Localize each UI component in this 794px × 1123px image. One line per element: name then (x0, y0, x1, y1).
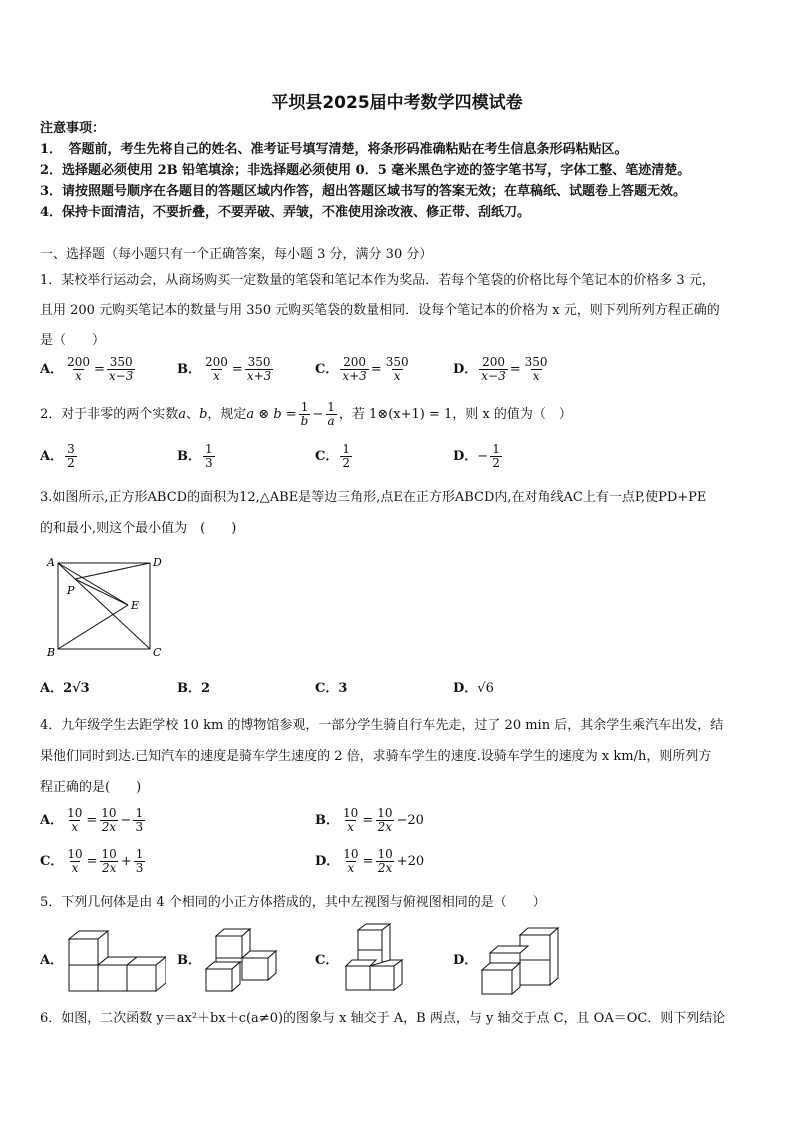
q3-option-a: A．2√3 (40, 681, 90, 696)
q4-line: 果他们同时到达.已知汽车的速度是骑车学生速度的 2 倍，求骑车学生的速度.设骑车学生的速度为 x km/h，则所列方 (40, 749, 712, 764)
q2-option-b: B． $\frac{1}{3}$ (177, 442, 213, 470)
q3-option-c: C．3 (315, 681, 348, 696)
q4-option-d: D． $\frac{10}{x}$ = $\frac{10}{2x}$ + 20 (315, 847, 425, 875)
vertex-label-c: C (153, 646, 162, 659)
q2-option-d: D． − $\frac{1}{2}$ (453, 442, 500, 470)
q3-option-b: B．2 (177, 681, 211, 696)
vertex-label-a: A (47, 556, 55, 569)
q2-option-c: C． $\frac{1}{2}$ (315, 442, 350, 470)
q4-option-b: B． $\frac{10}{x}$ = $\frac{10}{2x}$ − 20 (315, 806, 424, 834)
q5-option-c-label: C． (315, 953, 339, 968)
q5-cubes-figure-c (344, 922, 404, 994)
q3-line: 的和最小,则这个最小值为 ( ) (40, 521, 237, 536)
notice-heading: 注意事项： (40, 121, 106, 136)
q2-stem: 2．对于非零的两个实数 a 、 b ，规定 a ⊗ b = $\frac{1}{b}$ − $\frac{1}{a}$ ，若 1⊗(x+1) = 1，则 x 的值为（ ） (40, 400, 572, 428)
q5-line: 5．下列几何体是由 4 个相同的小正方体搭成的，其中左视图与俯视图相同的是（ ） (40, 895, 546, 910)
q5-option-a-label: A． (40, 953, 64, 968)
q3-square-figure (42, 554, 172, 660)
notice-item: 1． 答题前，考生先将自己的姓名、准考证号填写清楚，将条形码准确粘贴在考生信息条形码粘贴区。 (40, 142, 628, 157)
q1-option-d: D． $\frac{200}{x-3}$ = $\frac{350}{x}$ (453, 355, 548, 383)
q1-option-c: C． $\frac{200}{x+3}$ = $\frac{350}{x}$ (315, 355, 409, 383)
notice-item: 4．保持卡面清洁，不要折叠，不要弄破、弄皱，不准使用涂改液、修正带、刮纸刀。 (40, 205, 531, 220)
notice-item: 2．选择题必须使用 2B 铅笔填涂；非选择题必须使用 0．5 毫米黑色字迹的签字笔书写，字体工整、笔迹清楚。 (40, 163, 691, 178)
q6-line: 6．如图，二次函数 y＝ax²＋bx＋c(a≠0)的图象与 x 轴交于 A，B 两点，与 y 轴交于点 C，且 OA＝OC．则下列结论 (40, 1011, 726, 1026)
q5-cubes-figure-d (480, 925, 562, 995)
q2-option-a: A． $\frac{3}{2}$ (40, 442, 75, 470)
q1-line: 是（ ） (40, 333, 106, 348)
vertex-label-d: D (153, 556, 162, 569)
vertex-label-b: B (47, 646, 56, 659)
q4-line: 4．九年级学生去距学校 10 km 的博物馆参观，一部分学生骑自行车先走，过了 20 min 后，其余学生乘汽车出发，结 (40, 718, 724, 733)
q5-cubes-figure-b (204, 927, 278, 995)
q1-option-b: B． $\frac{200}{x}$ = $\frac{350}{x+3}$ (177, 355, 272, 383)
q4-option-a: A． $\frac{10}{x}$ = $\frac{10}{2x}$ − $\frac{1}{3}$ (40, 806, 144, 834)
q3-option-d: D．√6 (453, 681, 494, 696)
q5-option-b-label: B． (177, 953, 201, 968)
q1-option-a: A． $\frac{200}{x}$ = $\frac{350}{x-3}$ (40, 355, 134, 383)
q5-option-d-label: D． (453, 953, 478, 968)
q1-line: 且用 200 元购买笔记本的数量与用 350 元购买笔袋的数量相同．设每个笔记本的价格为 x 元，则下列所列方程正确的 (40, 303, 720, 318)
page-title: 平坝县2025届中考数学四模试卷 (271, 93, 523, 113)
q4-option-c: C． $\frac{10}{x}$ = $\frac{10}{2x}$ + $\frac{1}{3}$ (40, 847, 144, 875)
q5-cubes-figure-a (66, 928, 166, 996)
notice-item: 3．请按照题号顺序在各题目的答题区域内作答，超出答题区域书写的答案无效；在草稿纸、试题卷上答题无效。 (40, 184, 687, 199)
q1-line: 1．某校举行运动会，从商场购买一定数量的笔袋和笔记本作为奖品．若每个笔袋的价格比每个笔记本的价格多 3 元， (40, 273, 715, 288)
q3-line: 3.如图所示,正方形ABCD的面积为12,△ABE是等边三角形,点E在正方形ABCD内,在对角线AC上有一点P,使PD+PE (40, 490, 707, 505)
q4-line: 程正确的是( ) (40, 780, 142, 795)
section-heading: 一、选择题（每小题只有一个正确答案，每小题 3 分，满分 30 分） (40, 247, 433, 262)
point-label-p: P (67, 584, 75, 597)
point-label-e: E (131, 599, 140, 612)
